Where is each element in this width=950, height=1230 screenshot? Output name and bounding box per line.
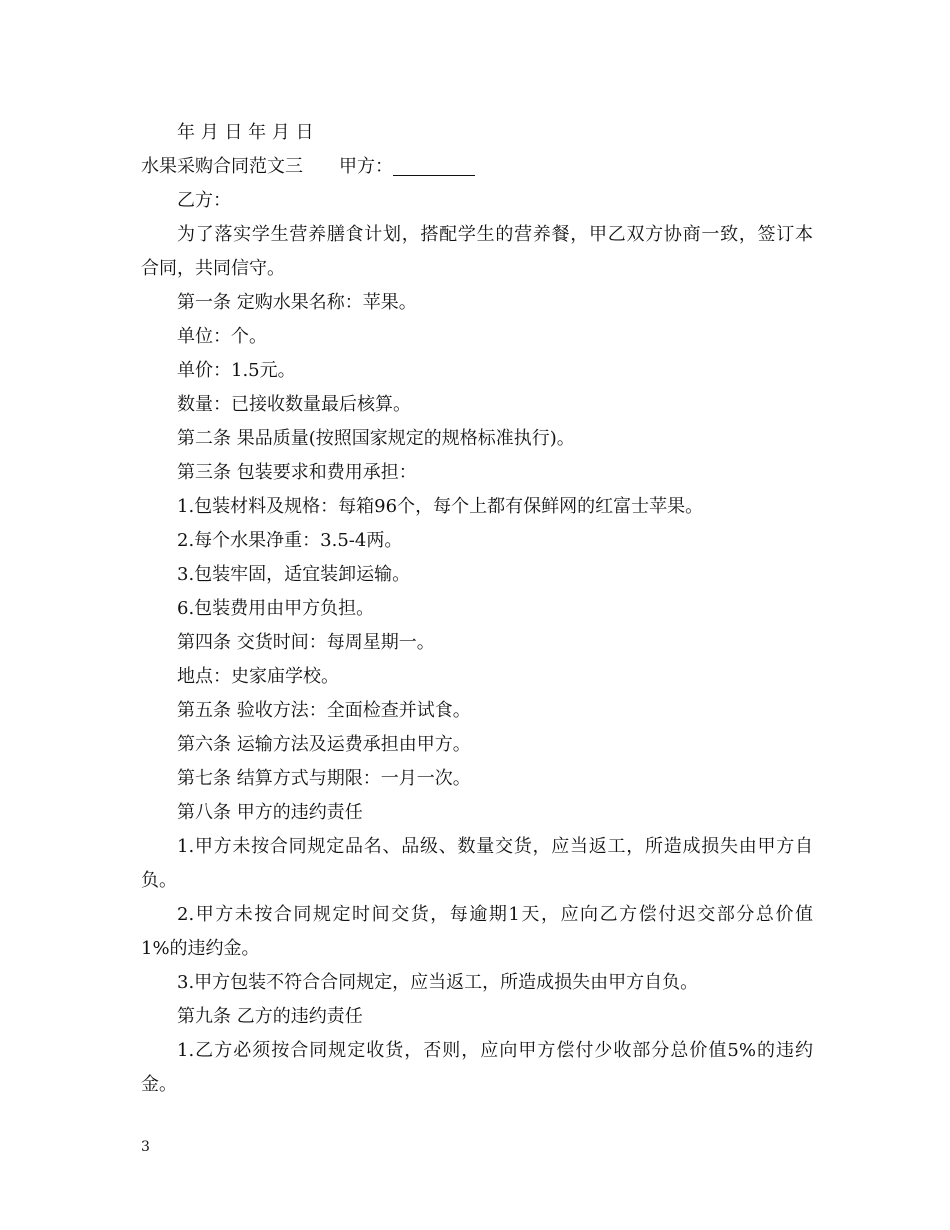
article-4: 第四条 交货时间：每周星期一。 [177, 632, 435, 653]
article-7: 第七条 结算方式与期限：一月一次。 [177, 768, 471, 789]
page-number: 3 [141, 1139, 150, 1155]
packaging-item-3: 3.包装牢固，适宜装卸运输。 [177, 564, 411, 585]
party-a-blank [393, 155, 475, 176]
article-6: 第六条 运输方法及运费承担由甲方。 [177, 734, 471, 755]
quantity-line: 数量：已接收数量最后核算。 [177, 394, 411, 415]
date-line: 年 月 日 年 月 日 [177, 122, 314, 143]
article-2: 第二条 果品质量(按照国家规定的规格标准执行)。 [177, 428, 575, 449]
breach-b-1-line-2: 金。 [141, 1074, 177, 1095]
unit-price-line: 单价：1.5元。 [177, 360, 296, 381]
intro-line-2: 合同，共同信守。 [141, 258, 285, 279]
unit-line: 单位：个。 [177, 326, 267, 347]
article-1: 第一条 定购水果名称：苹果。 [177, 292, 417, 313]
article-9: 第九条 乙方的违约责任 [177, 1006, 363, 1027]
breach-a-2-line-1: 2.甲方未按合同规定时间交货，每逾期1天，应向乙方偿付迟交部分总价值 [177, 904, 813, 925]
breach-a-2-line-2: 1%的违约金。 [141, 938, 260, 959]
intro-line-1: 为了落实学生营养膳食计划，搭配学生的营养餐，甲乙双方协商一致，签订本 [177, 224, 813, 245]
breach-a-1-line-2: 负。 [141, 870, 177, 891]
party-b-label: 乙方： [177, 190, 231, 211]
article-3: 第三条 包装要求和费用承担： [177, 462, 417, 483]
heading-line [141, 150, 813, 184]
article-5: 第五条 验收方法：全面检查并试食。 [177, 700, 471, 721]
breach-b-1-line-1: 1.乙方必须按合同规定收货，否则，应向甲方偿付少收部分总价值5%的违约 [177, 1040, 813, 1061]
party-a-label: 甲方： [339, 156, 393, 177]
location-line: 地点：史家庙学校。 [177, 666, 339, 687]
packaging-item-2: 2.每个水果净重：3.5-4两。 [177, 530, 403, 551]
breach-a-1-line-1: 1.甲方未按合同规定品名、品级、数量交货，应当返工，所造成损失由甲方自 [177, 836, 813, 857]
packaging-item-1: 1.包装材料及规格：每箱96个，每个上都有保鲜网的红富士苹果。 [177, 496, 704, 517]
article-8: 第八条 甲方的违约责任 [177, 802, 363, 823]
document-heading: 水果采购合同范文三 [141, 156, 303, 177]
packaging-item-6: 6.包装费用由甲方负担。 [177, 598, 375, 619]
breach-a-3: 3.甲方包装不符合合同规定，应当返工，所造成损失由甲方自负。 [177, 972, 699, 993]
document-body [141, 116, 813, 1102]
